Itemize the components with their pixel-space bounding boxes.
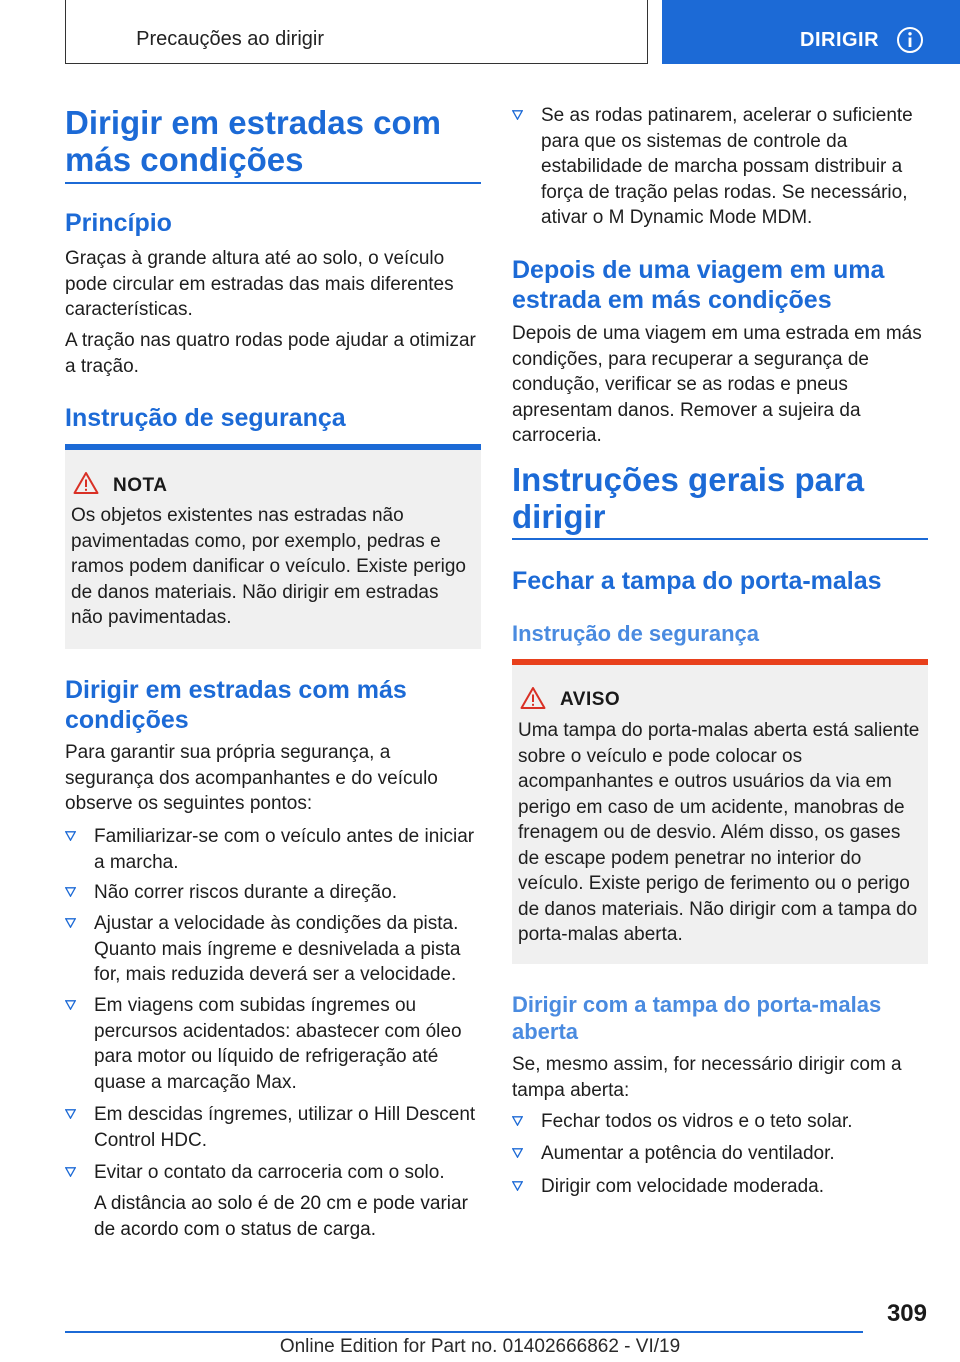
paragraph-principle-1: Graças à grande altura até ao solo, o veículo pode circular em estradas das mais diferentes características.	[65, 248, 454, 320]
paragraph-principle-2: A tração nas quatro rodas pode ajudar a otimizar a tração.	[65, 330, 476, 377]
subheading-after-trip: Depois de uma viagem em uma estrada em más condições	[512, 256, 885, 314]
triangle-bullet-icon	[65, 918, 76, 928]
list-item: Não correr riscos durante a direção.	[65, 880, 481, 906]
list-item: Em viagens com subidas íngremes ou percursos acidentados: abastecer com óleo para motor ou líquido de refrigeração até quase a marcação Max.	[65, 993, 481, 1095]
subheading-principle: Princípio	[65, 209, 172, 237]
page-number: 309	[886, 1300, 927, 1327]
footer-edition-text: Online Edition for Part no. 01402666862 - VI/19	[279, 1336, 681, 1357]
info-circle-icon[interactable]	[896, 26, 924, 54]
warning-triangle-icon	[520, 686, 546, 710]
triangle-bullet-icon	[512, 1181, 523, 1191]
list-item: Dirigir com velocidade moderada.	[512, 1174, 928, 1200]
triangle-bullet-icon	[65, 1000, 76, 1010]
triangle-bullet-icon	[65, 831, 76, 841]
subheading-open-trunk: Dirigir com a tampa do porta-malas aberta	[512, 992, 882, 1044]
header-section-title: Precauções ao dirigir	[136, 28, 324, 50]
list-item: Aumentar a potência do ventilador.	[512, 1141, 928, 1167]
section-heading-bad-roads: Dirigir em estradas com más condições	[65, 104, 441, 178]
triangle-bullet-icon	[512, 1148, 523, 1158]
header-tab-dirigir[interactable]	[662, 0, 960, 64]
paragraph-driving: Para garantir sua própria segurança, a segurança dos acompanhantes e do veículo observe os seguintes pontos:	[65, 742, 438, 814]
section-heading-general: Instruções gerais para dirigir	[512, 461, 865, 535]
subheading-driving-bad-roads: Dirigir em estradas com más condições	[65, 676, 407, 734]
list-item: Evitar o contato da carroceria com o solo.	[65, 1160, 481, 1186]
note-bar	[65, 444, 481, 450]
header-tab-label: DIRIGIR	[800, 29, 880, 51]
note-text: Os objetos existentes nas estradas não pavimentadas como, por exemplo, pedras e ramos podem danificar o veículo. Existe perigo de danos materiais. Não dirigir em estradas não pavimentadas.	[71, 505, 466, 628]
heading-rule	[65, 182, 481, 184]
triangle-bullet-icon	[65, 1167, 76, 1177]
heading-rule	[512, 538, 928, 540]
list-item: Em descidas íngremes, utilizar o Hill Descent Control HDC.	[65, 1102, 481, 1153]
list-item: Se as rodas patinarem, acelerar o suficiente para que os sistemas de controle da estabilidade de marcha possam distribuir a força de tração pelas rodas. Se necessário, ativar o M Dynamic Mode MDM.	[512, 103, 928, 231]
subheading-safety: Instrução de segurança	[65, 404, 346, 432]
warning-bar	[512, 659, 928, 665]
paragraph-after-trip: Depois de uma viagem em uma estrada em más condições, para recuperar a segurança de condução, verificar se as rodas e pneus apresentam danos. Remover a sujeira da carroceria.	[512, 323, 922, 446]
subheading-close-trunk: Fechar a tampa do porta-malas	[512, 567, 882, 595]
triangle-bullet-icon	[512, 110, 523, 120]
footer-rule	[65, 1331, 863, 1333]
list-item-subtext: A distância ao solo é de 20 cm e pode variar de acordo com o status de carga.	[94, 1193, 468, 1240]
list-item: Familiarizar-se com o veículo antes de iniciar a marcha.	[65, 824, 481, 875]
triangle-bullet-icon	[512, 1116, 523, 1126]
list-item: Fechar todos os vidros e o teto solar.	[512, 1109, 928, 1135]
triangle-bullet-icon	[65, 1109, 76, 1119]
subheading-safety-trunk: Instrução de segurança	[512, 621, 759, 646]
warning-triangle-icon	[73, 471, 99, 495]
paragraph-open-trunk: Se, mesmo assim, for necessário dirigir com a tampa aberta:	[512, 1054, 902, 1101]
warning-box	[512, 659, 928, 964]
note-title: NOTA	[113, 475, 168, 496]
warning-title: AVISO	[560, 689, 621, 710]
note-box	[65, 444, 481, 649]
triangle-bullet-icon	[65, 887, 76, 897]
warning-text: Uma tampa do porta-malas aberta está saliente sobre o veículo e pode colocar os acompanhantes e outros usuários da via em perigo em caso de um acidente, manobras de frenagem ou de desvio. Além disso, os gases de escape podem penetrar no interior do veículo. Existe perigo de ferimento ou o perigo de danos materiais. Não dirigir com a tampa do porta-malas aberta.	[518, 720, 920, 945]
list-item: Ajustar a velocidade às condições da pista. Quanto mais íngreme e desnivelada a pista for, mais reduzida deverá ser a velocidade.	[65, 911, 481, 988]
header-box	[65, 0, 648, 64]
